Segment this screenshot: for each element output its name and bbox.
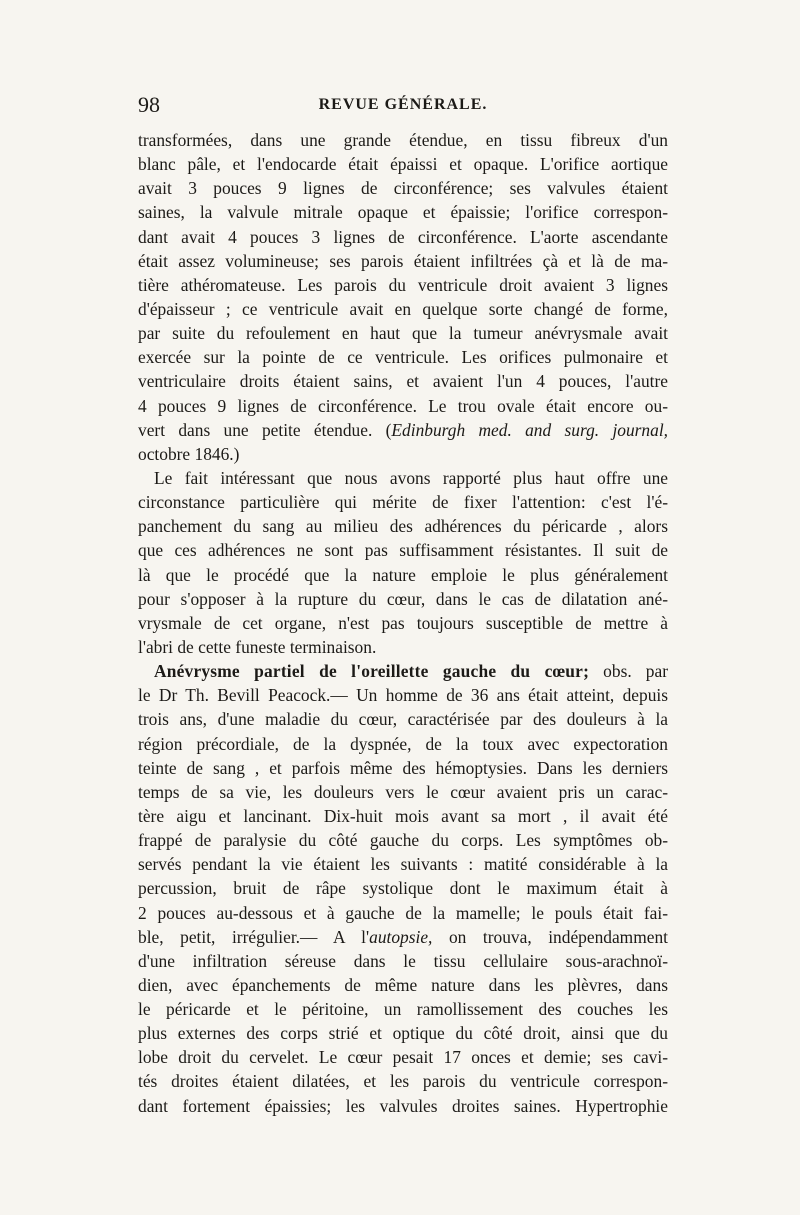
text-line bbox=[138, 394, 668, 418]
line-text: tière athéromateuse. Les parois du ventricule droit avaient 3 lignes bbox=[138, 274, 668, 295]
text-line bbox=[138, 345, 668, 369]
line-text: obs. par bbox=[589, 661, 668, 682]
line-text: dant fortement épaissies; les valvules droites saines. Hypertrophie bbox=[138, 1095, 668, 1116]
text-line bbox=[138, 200, 668, 224]
line-text: servés pendant la vie étaient les suivants : matité considérable à la bbox=[138, 854, 668, 875]
text-line bbox=[138, 466, 668, 490]
line-text: par suite du refoulement en haut que la tumeur anévrysmale avait bbox=[138, 323, 668, 344]
line-text: lobe droit du cervelet. Le cœur pesait 17 onces et demie; ses cavi- bbox=[138, 1047, 668, 1068]
text-line bbox=[138, 1045, 668, 1069]
line-text: dien, avec épanchements de même nature dans les plèvres, dans bbox=[138, 974, 668, 995]
line-text: d'épaisseur ; ce ventricule avait en quelque sorte changé de forme, bbox=[138, 298, 668, 319]
text-line bbox=[138, 321, 668, 345]
line-text: ventriculaire droits étaient sains, et avaient l'un 4 pouces, l'autre bbox=[138, 371, 668, 392]
text-line bbox=[138, 490, 668, 514]
text-line bbox=[138, 925, 668, 949]
line-text: exercée sur la pointe de ce ventricule. Les orifices pulmonaire et bbox=[138, 347, 668, 368]
line-text: teinte de sang , et parfois même des hémoptysies. Dans les derniers bbox=[138, 757, 668, 778]
line-text: était assez volumineuse; ses parois étaient infiltrées çà et là de ma- bbox=[138, 250, 668, 271]
text-line bbox=[138, 683, 668, 707]
text-line bbox=[138, 973, 668, 997]
text-line bbox=[138, 852, 668, 876]
text-line bbox=[138, 1021, 668, 1045]
line-text: tère aigu et lancinant. Dix-huit mois avant sa mort , il avait été bbox=[138, 805, 668, 826]
italic-text: autopsie, bbox=[369, 926, 433, 947]
line-text: percussion, bruit de râpe systolique dont le maximum était à bbox=[138, 878, 668, 899]
text-line bbox=[138, 563, 668, 587]
text-line bbox=[138, 1069, 668, 1093]
text-line bbox=[138, 225, 668, 249]
line-text: là que le procédé que la nature emploie le plus généralement bbox=[138, 564, 668, 585]
text-line bbox=[138, 418, 668, 442]
line-text: transformées, dans une grande étendue, en tissu fibreux d'un bbox=[138, 130, 668, 150]
line-text: 2 pouces au-dessous et à gauche de la mamelle; le pouls était fai- bbox=[138, 902, 668, 923]
text-line bbox=[138, 707, 668, 731]
text-line bbox=[138, 780, 668, 804]
italic-text: Edinburgh med. and surg. journal, bbox=[391, 419, 669, 440]
text-line bbox=[138, 949, 668, 973]
line-text: l'abri de cette funeste terminaison. bbox=[138, 636, 377, 657]
line-text: ble, petit, irrégulier.— A l' bbox=[138, 926, 370, 947]
page-number: 98 bbox=[138, 92, 160, 117]
text-line bbox=[138, 176, 668, 200]
text-line bbox=[138, 273, 668, 297]
line-text: trois ans, d'une maladie du cœur, caractérisée par des douleurs à la bbox=[138, 709, 668, 730]
line-text: pour s'opposer à la rupture du cœur, dans le cas de dilatation ané- bbox=[138, 588, 668, 609]
line-text: que ces adhérences ne sont pas suffisamment résistantes. Il suit de bbox=[138, 540, 668, 561]
text-line bbox=[138, 249, 668, 273]
running-title: REVUE GÉNÉRALE. bbox=[318, 96, 488, 113]
text-line bbox=[138, 442, 668, 466]
text-line bbox=[138, 828, 668, 852]
line-text: temps de sa vie, les douleurs vers le cœur avaient pris un carac- bbox=[138, 781, 668, 802]
line-text: circonstance particulière qui mérite de fixer l'attention: c'est l'é- bbox=[138, 492, 668, 513]
text-line bbox=[138, 587, 668, 611]
line-text: panchement du sang au milieu des adhérences du péricarde , alors bbox=[138, 516, 668, 537]
line-text: d'une infiltration séreuse dans le tissu cellulaire sous-arachnoï- bbox=[138, 950, 668, 971]
line-text: frappé de paralysie du côté gauche du corps. Les symptômes ob- bbox=[138, 830, 668, 851]
line-text: le Dr Th. Bevill Peacock.— Un homme de 36 ans était atteint, depuis bbox=[138, 685, 668, 706]
text-line bbox=[138, 128, 668, 152]
line-text: on trouva, indépendamment bbox=[432, 926, 668, 947]
text-line bbox=[138, 804, 668, 828]
text-line bbox=[138, 1094, 668, 1118]
line-text: octobre 1846.) bbox=[138, 443, 240, 464]
text-line bbox=[138, 635, 668, 659]
text-line bbox=[138, 901, 668, 925]
text-line bbox=[138, 659, 668, 683]
page-header bbox=[138, 92, 668, 122]
text-line bbox=[138, 152, 668, 176]
line-text: plus externes des corps strié et optique du côté droit, ainsi que du bbox=[138, 1023, 668, 1044]
line-text: saines, la valvule mitrale opaque et épaissie; l'orifice correspon- bbox=[138, 202, 668, 223]
text-line bbox=[138, 876, 668, 900]
line-text: avait 3 pouces 9 lignes de circonférence; ses valvules étaient bbox=[138, 178, 668, 199]
line-text: tés droites étaient dilatées, et les parois du ventricule correspon- bbox=[138, 1071, 668, 1092]
line-text: blanc pâle, et l'endocarde était épaissi et opaque. L'orifice aortique bbox=[138, 154, 668, 175]
text-line bbox=[138, 611, 668, 635]
body-text bbox=[138, 128, 668, 1118]
text-line bbox=[138, 369, 668, 393]
line-text: dant avait 4 pouces 3 lignes de circonférence. L'aorte ascendante bbox=[138, 226, 668, 247]
line-text: le péricarde et le péritoine, un ramollissement des couches les bbox=[138, 999, 668, 1020]
text-line bbox=[138, 514, 668, 538]
text-line bbox=[138, 297, 668, 321]
text-line bbox=[138, 997, 668, 1021]
line-text: 4 pouces 9 lignes de circonférence. Le trou ovale était encore ou- bbox=[138, 395, 668, 416]
text-line bbox=[138, 538, 668, 562]
line-text: Le fait intéressant que nous avons rapporté plus haut offre une bbox=[154, 467, 668, 488]
text-line bbox=[138, 732, 668, 756]
line-text: vrysmale de cet organe, n'est pas toujours susceptible de mettre à bbox=[138, 612, 668, 633]
text-line bbox=[138, 756, 668, 780]
line-text: région précordiale, de la dyspnée, de la toux avec expectoration bbox=[138, 733, 668, 754]
section-heading: Anévrysme partiel de l'oreillette gauche du cœur; bbox=[154, 661, 590, 682]
line-text: vert dans une petite étendue. ( bbox=[138, 419, 392, 440]
